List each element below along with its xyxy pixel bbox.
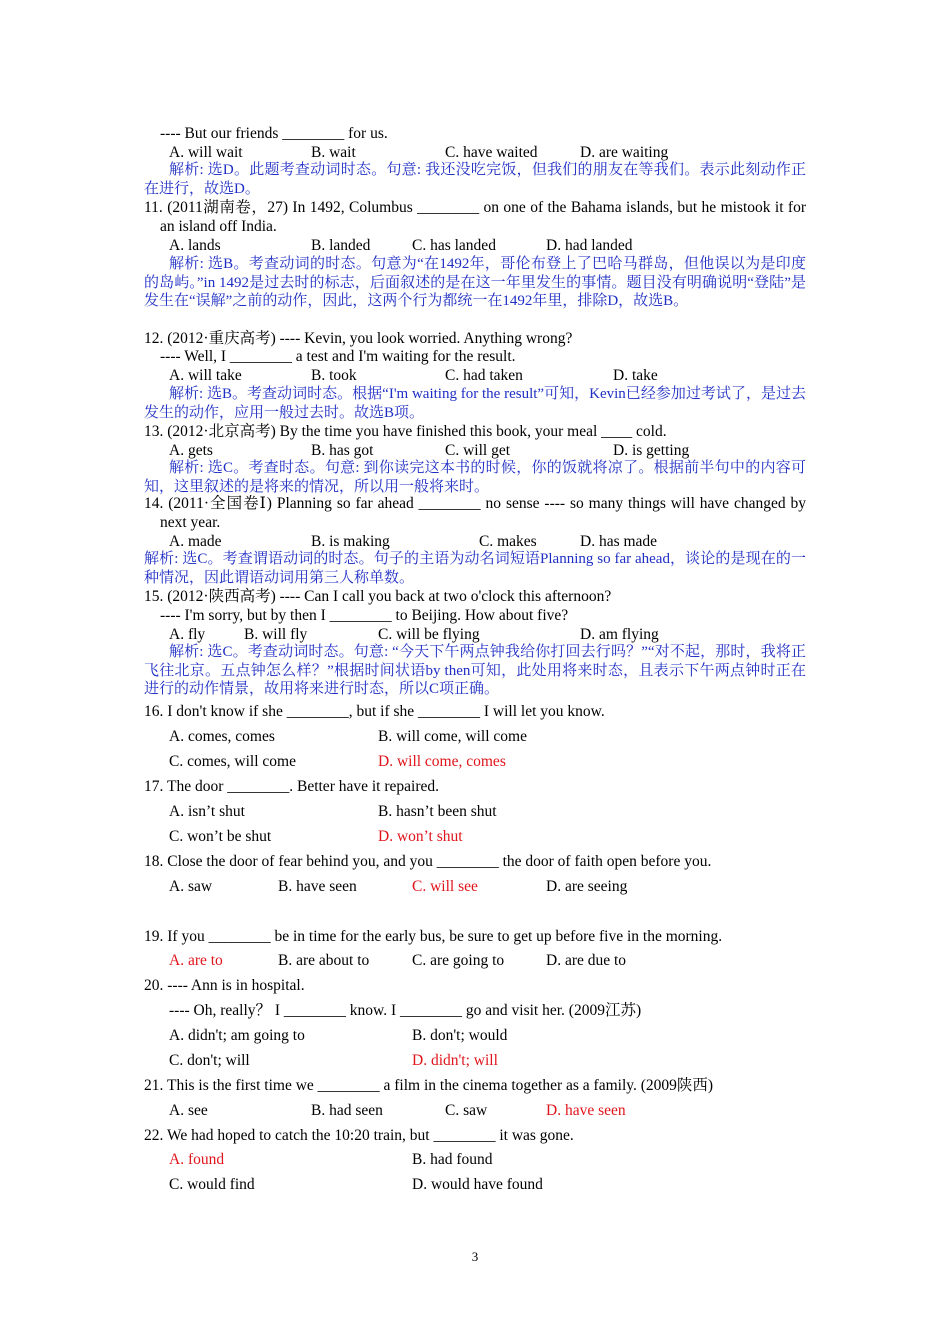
q15-option-b: B. will fly [244,626,308,643]
q11-option-b: B. landed [311,237,371,254]
q16-option-d-answer: D. will come, comes [378,753,506,770]
q20-option-b: B. don't; would [412,1027,508,1044]
q18-stem: 18. Close the door of fear behind you, and you ________ the door of faith open before you. [144,853,712,870]
q21-stem: 21. This is the first time we ________ a film in the cinema together as a family. (2009陕西) [144,1077,714,1094]
q13-stem: 13. (2012·北京高考) By the time you have finished this book, your meal ____ cold. [144,423,667,440]
q18-option-a: A. saw [169,878,213,895]
q19-stem: 19. If you ________ be in time for the early bus, be sure to get up before five in the morning. [144,928,723,945]
q15-option-c: C. will be flying [378,626,480,643]
page-number: 3 [471,1249,479,1264]
q11-option-a: A. lands [169,237,221,254]
q21-option-c: C. saw [445,1102,488,1119]
q12-option-d: D. take [613,367,658,384]
q21-option-b: B. had seen [311,1102,383,1119]
q22-stem: 22. We had hoped to catch the 10:20 train, but ________ it was gone. [144,1127,574,1144]
q19-option-b: B. are about to [278,952,370,969]
q13-option-a: A. gets [169,442,213,459]
q17-stem: 17. The door ________. Better have it repaired. [144,778,439,795]
q10-option-d: D. are waiting [580,144,669,161]
q20-option-d-answer: D. didn't; will [412,1052,498,1069]
q13-option-d: D. is getting [613,442,690,459]
q16-stem: 16. I don't know if she ________, but if she ________ I will let you know. [144,703,605,720]
q22-option-a-answer: A. found [169,1151,225,1168]
q20-stem: 20. ---- Ann is in hospital. [144,977,305,994]
q16-option-b: B. will come, will come [378,728,527,745]
q19-option-a-answer: A. are to [169,952,223,969]
q21-option-d-answer: D. have seen [546,1102,626,1119]
q15-option-d: D. am flying [580,626,659,643]
q14-option-a: A. made [169,533,222,550]
q17-option-a: A. isn’t shut [169,803,245,820]
q15-option-a: A. fly [169,626,206,643]
q11-explanation: 解析: 选B。考查动词的时态。句意为“在1492年，哥伦布登上了巴哈马群岛，但他误以为是印度的岛屿。”in 1492是过去时的标志，后面叙述的是在这一年里发生的事情。题目没有明确说明“登陆”是发生在“误解”之前的动作，因此，这两个行为都统一在1492年里，排除D，故选B。 [144,256,806,310]
q10-option-c: C. have waited [445,144,538,161]
q18-option-d: D. are seeing [546,878,628,895]
q15-line2: ---- I'm sorry, but by then I ________ to Beijing. How about five? [160,607,569,624]
q22-option-b: B. had found [412,1151,493,1168]
q18-option-b: B. have seen [278,878,357,895]
q12-line2: ---- Well, I ________ a test and I'm waiting for the result. [160,348,516,365]
q12-option-a: A. will take [169,367,242,384]
q17-option-b: B. hasn’t been shut [378,803,497,820]
q14-explanation: 解析: 选C。考查谓语动词的时态。句子的主语为动名词短语Planning so far ahead，谈论的是现在的一种情况，因此谓语动词用第三人称单数。 [144,551,806,586]
q17-option-c: C. won’t be shut [169,828,272,845]
q18-option-c-answer: C. will see [412,878,478,895]
q15-stem: 15. (2012·陕西高考) ---- Can I call you back at two o'clock this afternoon? [144,588,612,605]
q10-option-a: A. will wait [169,144,243,161]
q10-line2: ---- But our friends ________ for us. [160,125,388,142]
q12-option-b: B. took [311,367,357,384]
q13-option-c: C. will get [445,442,511,459]
q17-option-d-answer: D. won’t shut [378,828,463,845]
q14-option-d: D. has made [580,533,658,550]
q11-stem: 11. (2011湖南卷，27) In 1492, Columbus ________ on one of the Bahama islands, but he mistook it for an island off India. [144,199,806,235]
q19-option-c: C. are going to [412,952,505,969]
q12-explanation: 解析: 选B。考查动词时态。根据“I'm waiting for the result”可知，Kevin已经参加过考试了，是过去发生的动作，应用一般过去时。故选B项。 [144,386,806,421]
q12-stem: 12. (2012·重庆高考) ---- Kevin, you look worried. Anything wrong? [144,330,573,347]
q16-option-c: C. comes, will come [169,753,296,770]
q14-option-c: C. makes [479,533,537,550]
q13-option-b: B. has got [311,442,374,459]
q19-option-d: D. are due to [546,952,627,969]
q14-option-b: B. is making [311,533,390,550]
q15-explanation: 解析: 选C。考查动词时态。句意: “今天下午两点钟我给你打回去行吗？”“对不起，那时，我将正飞往北京。五点钟怎么样？”根据时间状语by then可知，此处用将来时态，且表示下午两点钟时正在进行的动作情景，故用将来进行时态，所以C项正确。 [144,644,806,698]
q22-option-c: C. would find [169,1176,255,1193]
q16-option-a: A. comes, comes [169,728,275,745]
q11-option-c: C. has landed [412,237,496,254]
q22-option-d: D. would have found [412,1176,543,1193]
q14-stem: 14. (2011·全国卷Ⅰ) Planning so far ahead ________ no sense ---- so many things will have changed by next year. [144,495,806,531]
q20-option-c: C. don't; will [169,1052,250,1069]
q13-explanation: 解析: 选C。考查时态。句意: 到你读完这本书的时候，你的饭就将凉了。根据前半句中的内容可知，这里叙述的是将来的情况，所以用一般将来时。 [144,460,806,495]
q20-line2: ---- Oh, really？ I ________ know. I ________ go and visit her. (2009江苏) [169,1002,642,1019]
q12-option-c: C. had taken [445,367,523,384]
q10-explanation: 解析: 选D。此题考查动词时态。句意: 我还没吃完饭，但我们的朋友在等我们。表示此刻动作正在进行，故选D。 [144,162,806,197]
q20-option-a: A. didn't; am going to [169,1027,305,1044]
q21-option-a: A. see [169,1102,208,1119]
q11-option-d: D. had landed [546,237,633,254]
q10-option-b: B. wait [311,144,356,161]
